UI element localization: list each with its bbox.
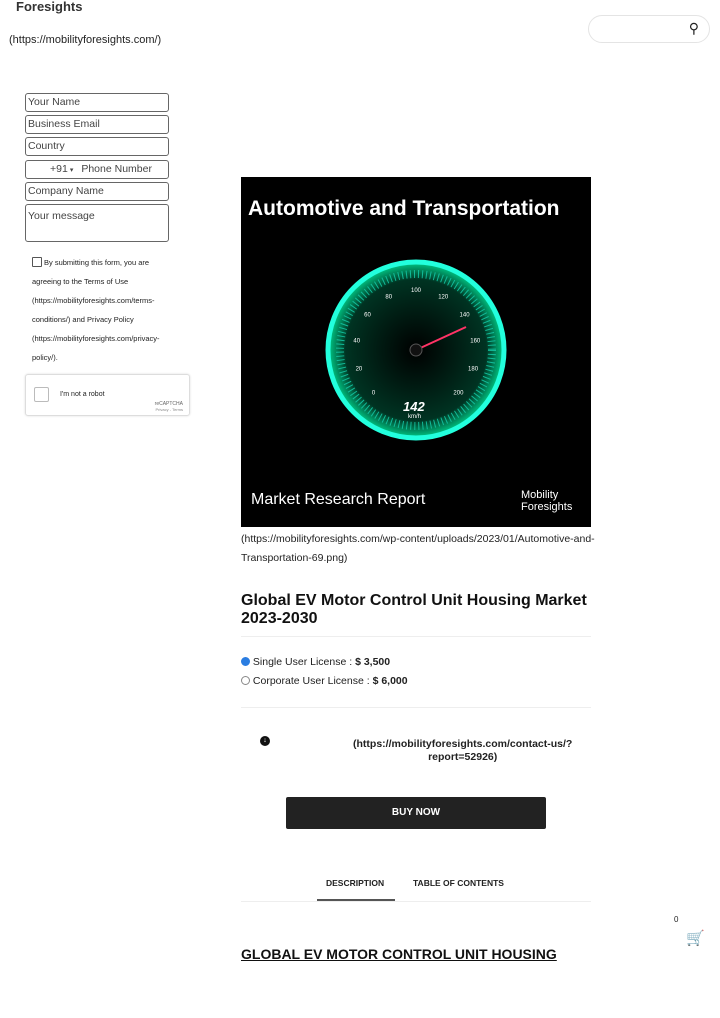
contact-link[interactable]: (https://mobilityforesights.com/contact-us/? report=52926) <box>353 738 573 763</box>
tab-description[interactable]: DESCRIPTION <box>326 878 385 888</box>
speed-tick-label: 80 <box>385 294 393 301</box>
speed-tick-label: 200 <box>453 390 464 397</box>
terms-link[interactable]: (https://mobilityforesights.com/terms- <box>32 296 155 305</box>
email-field[interactable]: Business Email <box>25 115 169 134</box>
consent-text: conditions/) and Privacy Policy <box>32 315 134 324</box>
tab-table-of-contents[interactable]: TABLE OF CONTENTS <box>413 878 504 888</box>
arrow-down-circle-icon: ↓ <box>260 736 270 746</box>
country-field[interactable]: Country <box>25 137 169 156</box>
radio-unselected[interactable] <box>241 676 250 685</box>
recaptcha-checkbox[interactable] <box>34 387 49 402</box>
speed-tick-label: 140 <box>459 312 470 319</box>
recaptcha-brand: reCAPTCHA <box>154 401 183 407</box>
speed-tick-label: 160 <box>470 338 481 345</box>
speed-tick-label: 180 <box>468 366 479 373</box>
consent-text: policy/). <box>32 353 58 362</box>
phone-field[interactable] <box>25 160 169 179</box>
consent-text: agreeing to the Terms of Use <box>32 277 129 286</box>
company-field[interactable]: Company Name <box>25 182 169 201</box>
consent-text: By submitting this form, you are <box>44 258 150 267</box>
recaptcha-label: I'm not a robot <box>60 391 105 398</box>
hero-brand-logo: Mobility Foresights <box>521 489 573 513</box>
speed-tick-label: 40 <box>353 338 361 345</box>
hero-subtitle: Market Research Report <box>251 491 426 508</box>
search-icon[interactable]: ⚲ <box>688 20 699 36</box>
home-link[interactable]: (https://mobilityforesights.com/) <box>9 34 162 46</box>
privacy-link[interactable]: (https://mobilityforesights.com/privacy- <box>32 334 160 343</box>
chevron-down-icon: ▾ <box>69 167 74 174</box>
image-link[interactable]: (https://mobilityforesights.com/wp-content/uploads/2023/01/Automotive-and-Transportation-69.png) <box>241 533 595 564</box>
cart-count: 0 <box>674 915 679 924</box>
speed-value: 142 <box>403 399 425 414</box>
radio-selected[interactable] <box>241 657 250 666</box>
recaptcha-links[interactable]: Privacy - Terms <box>155 407 183 412</box>
logo[interactable]: Foresights <box>16 0 83 14</box>
consent-checkbox[interactable] <box>32 257 42 267</box>
speed-unit: km/h <box>408 414 422 420</box>
name-field[interactable]: Your Name <box>25 93 169 112</box>
phone-code-select[interactable]: +91 <box>50 163 68 175</box>
speed-tick-label: 20 <box>355 366 363 373</box>
product-title: Global EV Motor Control Unit Housing Market 2023-2030 <box>241 592 587 627</box>
message-field[interactable]: Your message <box>25 204 169 242</box>
report-image <box>241 177 591 527</box>
license-option-corporate[interactable]: Corporate User License : $ 6,000 <box>241 675 408 687</box>
speed-tick-label: 60 <box>364 312 371 319</box>
search-input[interactable] <box>588 15 710 43</box>
speed-tick-label: 120 <box>438 294 449 301</box>
speed-tick-label: 100 <box>410 288 422 294</box>
buy-now-button[interactable]: BUY NOW <box>286 797 546 829</box>
hero-title: Automotive and Transportation <box>248 197 560 220</box>
section-heading: GLOBAL EV MOTOR CONTROL UNIT HOUSING <box>241 946 557 962</box>
recaptcha-widget <box>25 374 190 416</box>
phone-placeholder: Phone Number <box>81 163 152 175</box>
license-option-single[interactable]: Single User License : $ 3,500 <box>241 656 390 668</box>
speed-tick-label: 0 <box>371 390 376 397</box>
cart-basket-icon[interactable]: 🛒 <box>686 930 705 947</box>
